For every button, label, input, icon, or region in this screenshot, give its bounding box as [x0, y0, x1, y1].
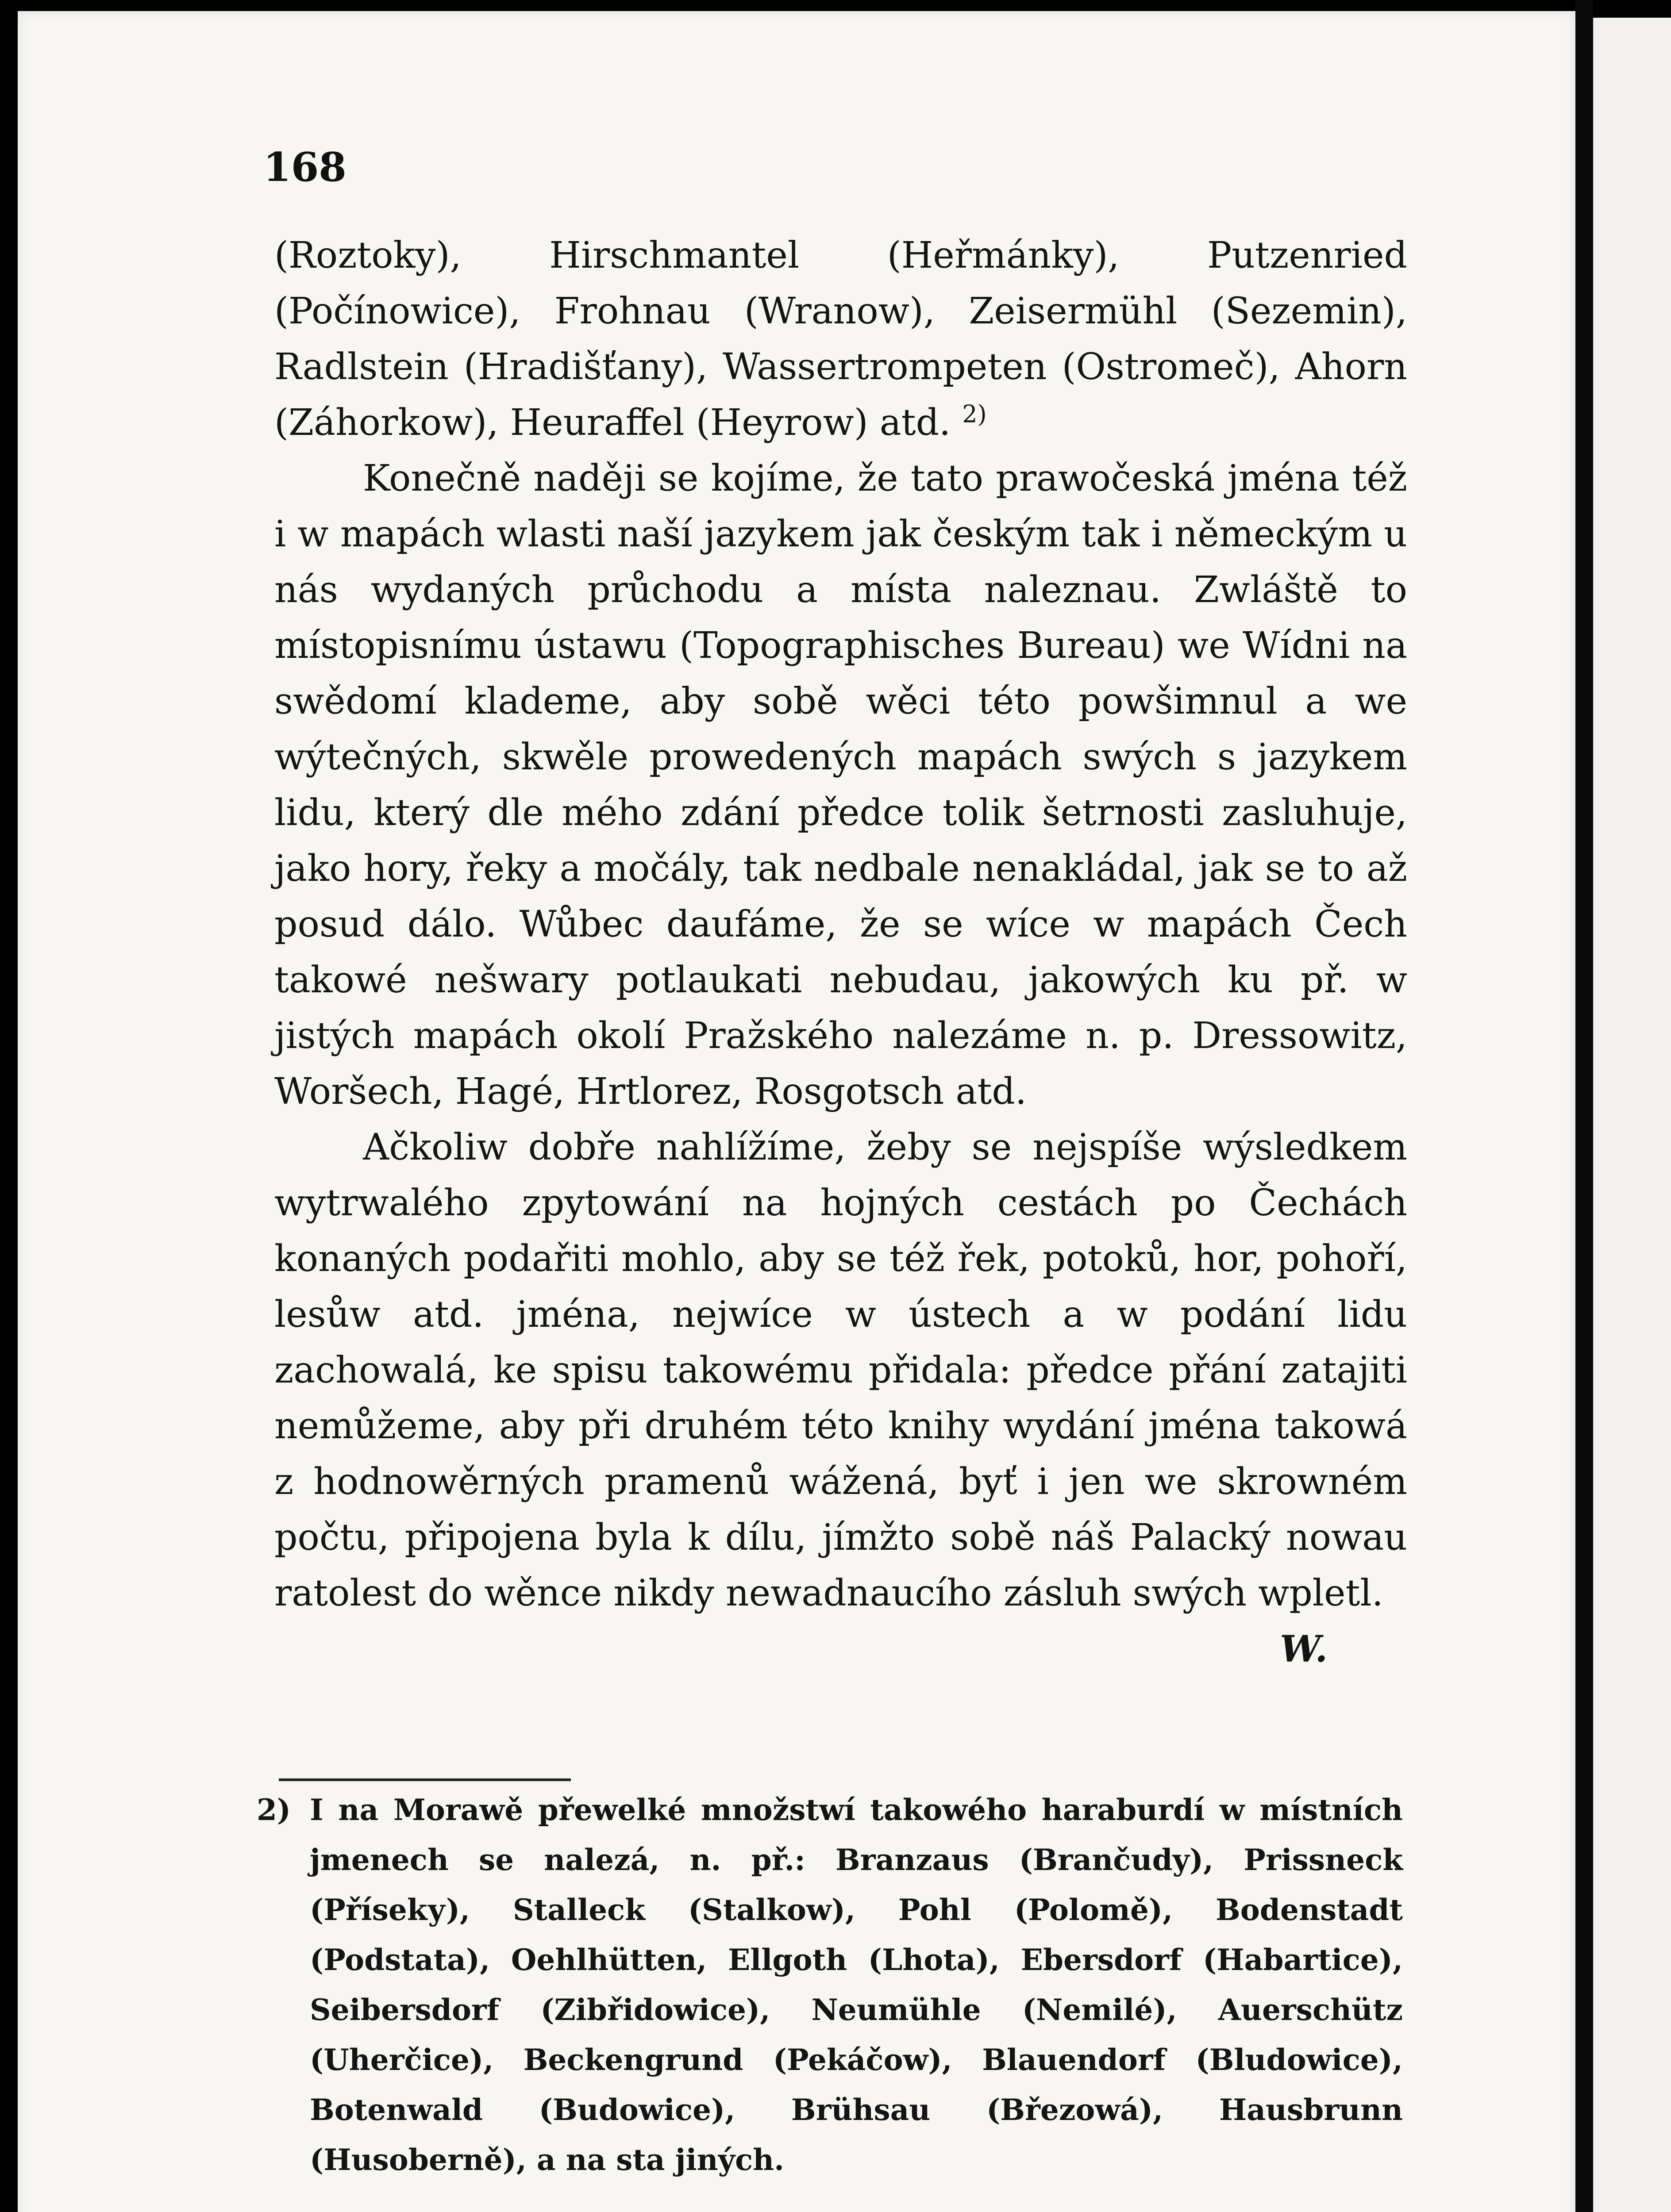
- paragraph-1-text: (Roztoky), Hirschmantel (Heřmánky), Putzenried (Počínowice), Frohnau (Wranow), Zeisermühl (Sezemin), Radlstein (Hradišťany), Wassertrompeten (Ostromeč), Ahorn (Záhorkow), Heuraffel (Heyrow) atd.: [274, 234, 1407, 444]
- page-number: 168: [263, 144, 347, 191]
- footnote-reference: 2): [962, 400, 987, 428]
- main-text: [274, 228, 1407, 1677]
- footnote-text: I na Morawě přewelké množstwí takowého haraburdí w místních jmenech se nalezá, n. př.: Branzaus (Brančudy), Prissneck (Přísekу), Stalleck (Stalkow), Pohl (Polomě), Bodenstadt (Podstata), Oehlhütten, Ellgoth (Lhota), Ebersdorf (Habartice), Seibersdorf (Zibřidowice), Neumühle (Nemilé), Auerschütz (Uherčice), Beckengrund (Pekáčow), Blauendorf (Bludowice), Botenwald (Budowice), Brühsau (Březowá), Hausbrunn (Husoberně), a na sta jiných.: [310, 1793, 1403, 2177]
- binding-gutter: [1575, 0, 1593, 2212]
- footnote-marker: 2): [257, 1793, 291, 1827]
- author-signature: W.: [1280, 1628, 1328, 1671]
- paragraph-1: [274, 228, 1407, 451]
- paragraph-2: Konečně naději se kojíme, že tato prawočeská jména též i w mapách wlasti naší jazykem jak českým tak i německým u nás wydaných průchodu a místa naleznau. Zwláště to místopisnímu ústawu (Topographisches Bureau) we Wídni na swědomí klademe, aby sobě wěci této powšimnul a we wýtečných, skwěle prowedených mapách swých s jazykem lidu, který dle mého zdání předce tolik šetrnosti zasluhuje, jako hory, řeky a močály, tak nedbale nenakládal, jak se to až posud dálo. Wůbec daufáme, že se wíce w mapách Čech takowé nešwary potlaukati nebudau, jakowých ku př. w jistých mapách okolí Pražského nalezáme n. p. Dressowitz, Woršech, Hagé, Hrtlorez, Rosgotsch atd.: [274, 457, 1407, 1113]
- adjacent-page-edge: [1593, 18, 1671, 2212]
- paragraph-3-text: Ačkoliw dobře nahlížíme, žeby se nejspíše wýsledkem wytrwalého zpytowání na hojných cestách po Čechách konaných podařiti mohlo, aby se též řek, potoků, hor, pohoří, lesůw atd. jména, nejwíce w ústech a w podání lidu zachowalá, ke spisu takowému přidala: předce přání zatajiti nemůžeme, aby při druhém této knihy wydání jména takowá z hodnowěrných pramenů wážená, byť i jen we skrowném počtu, připojena byla k dílu, jímžto sobě náš Palacký nowau ratolest do wěnce nikdy newadnaucího zásluh swých wpletl.: [274, 1126, 1407, 1614]
- footnote: [257, 1785, 1403, 2185]
- footnote-divider: [279, 1778, 571, 1781]
- paragraph-3: [274, 1120, 1407, 1671]
